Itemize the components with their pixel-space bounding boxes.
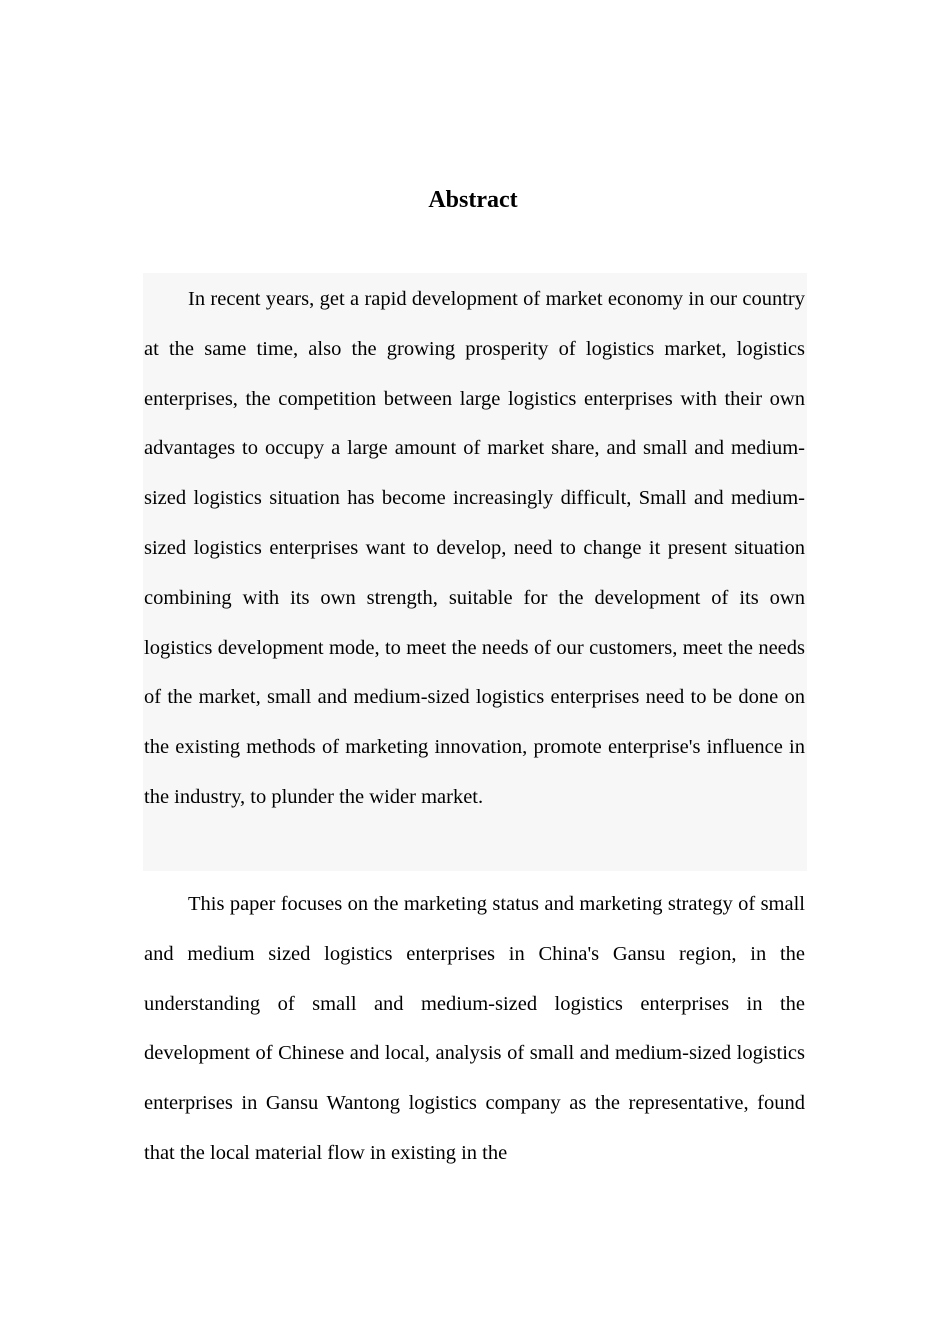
abstract-title: Abstract	[428, 187, 518, 213]
abstract-paragraph-1: In recent years, get a rapid development of market economy in our country at the same time, also the growing prosperity of logistics market, logistics enterprises, the competition between large logistics enterprises with their own advantages to occupy a large amount of market share, and small and medium-sized logistics situation has become increasingly difficult, Small and medium-sized logistics enterprises want to develop, need to change it present situation combining with its own strength, suitable for the development of its own logistics development mode, to meet the needs of our customers, meet the needs of the market, small and medium-sized logistics enterprises need to be done on the existing methods of marketing innovation, promote enterprise's influence in the industry, to plunder the wider market.	[144, 288, 805, 808]
abstract-paragraph-2: This paper focuses on the marketing status and marketing strategy of small and medium sized logistics enterprises in China's Gansu region, in the understanding of small and medium-sized logistics enterprises in the development of Chinese and local, analysis of small and medium-sized logistics enterprises in Gansu Wantong logistics company as the representative, found that the local material flow in existing in the	[144, 893, 805, 1164]
